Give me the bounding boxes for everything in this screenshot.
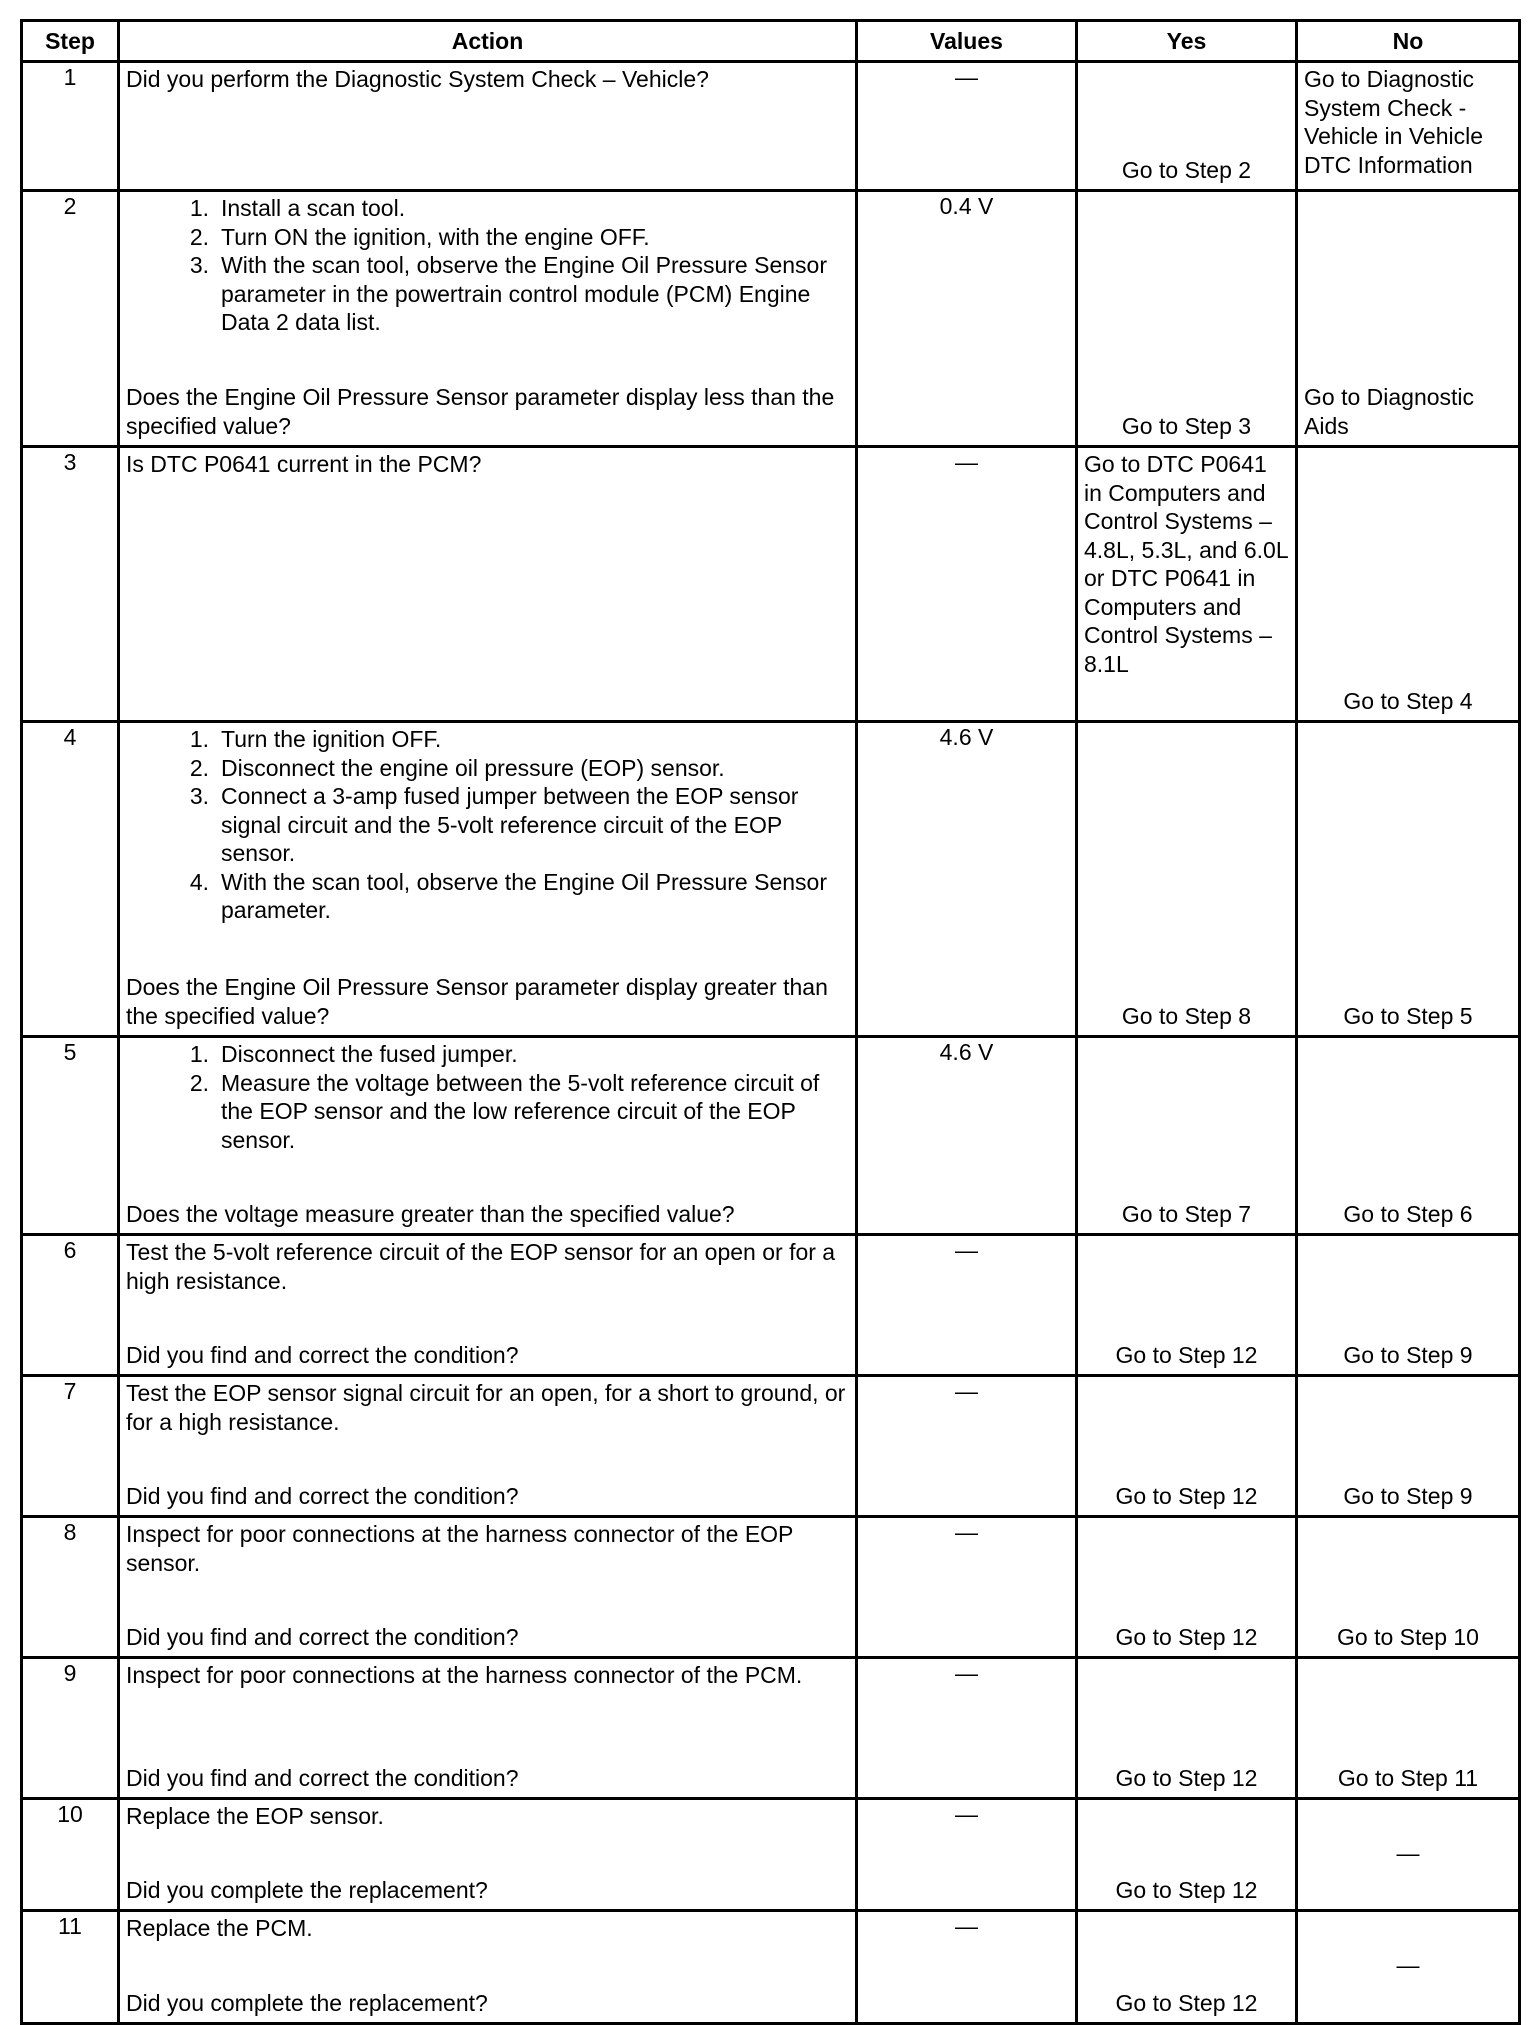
step-number: 1 [22, 62, 119, 191]
table-row [22, 191, 1520, 447]
list-item [126, 194, 849, 223]
action-instruction: Inspect for poor connections at the harness connector of the PCM. [126, 1662, 803, 1688]
list-item-text: Turn ON the ignition, with the engine OFF. [221, 223, 650, 250]
no-outcome-text: — [1396, 1952, 1420, 1979]
action-question: Did you find and correct the condition? [126, 1623, 519, 1650]
value-cell: — [857, 62, 1077, 191]
list-item [126, 868, 849, 925]
no-outcome [1297, 1037, 1520, 1235]
step-number: 4 [22, 722, 119, 1037]
list-item-text: With the scan tool, observe the Engine Oil Pressure Sensor parameter in the powertrain control module (PCM) Engine Data 2 data list. [221, 252, 827, 335]
action-question: Did you complete the replacement? [126, 1989, 488, 2016]
header-no: No [1297, 21, 1520, 62]
list-item-number: 1. [189, 726, 209, 752]
yes-outcome [1077, 1658, 1297, 1799]
action-instruction: Test the EOP sensor signal circuit for an open, for a short to ground, or for a high resistance. [126, 1380, 846, 1435]
list-item-number: 2. [189, 754, 209, 781]
no-outcome [1297, 1235, 1520, 1376]
action-cell [119, 62, 857, 191]
table-row [22, 1235, 1520, 1376]
list-item [126, 1040, 849, 1069]
no-outcome-text: Go to Step 5 [1343, 1002, 1473, 1029]
value-cell: — [857, 1799, 1077, 1911]
yes-outcome-text: Go to Step 12 [1115, 1623, 1258, 1650]
action-cell [119, 1911, 857, 2024]
step-number: 9 [22, 1658, 119, 1799]
action-cell [119, 1376, 857, 1517]
step-number: 8 [22, 1517, 119, 1658]
value-cell: — [857, 447, 1077, 722]
yes-outcome [1077, 62, 1297, 191]
no-outcome [1297, 191, 1520, 447]
value-cell: 4.6 V [857, 1037, 1077, 1235]
action-cell [119, 1658, 857, 1799]
action-question: Did you find and correct the condition? [126, 1764, 519, 1791]
action-cell [119, 447, 857, 722]
action-instruction: Did you perform the Diagnostic System Check – Vehicle? [126, 66, 709, 92]
action-instruction: Replace the PCM. [126, 1915, 313, 1941]
list-item-text: Disconnect the fused jumper. [221, 1041, 518, 1067]
value-cell: — [857, 1235, 1077, 1376]
yes-outcome [1077, 1911, 1297, 2024]
no-outcome-text: Go to Diagnostic Aids [1304, 384, 1475, 439]
list-item-number: 1. [189, 1041, 209, 1067]
yes-outcome-text: Go to Step 12 [1115, 1876, 1258, 1903]
header-row [22, 21, 1520, 62]
table-row [22, 722, 1520, 1037]
no-outcome-text: — [1396, 1839, 1420, 1866]
value-cell: 0.4 V [857, 191, 1077, 447]
list-item [126, 782, 849, 868]
yes-outcome-text: Go to Step 12 [1115, 1764, 1258, 1791]
no-outcome-text: Go to Step 11 [1337, 1764, 1479, 1791]
action-cell [119, 722, 857, 1037]
step-number: 5 [22, 1037, 119, 1235]
step-number: 11 [22, 1911, 119, 2024]
step-number: 3 [22, 447, 119, 722]
no-outcome-text: Go to Step 9 [1343, 1482, 1473, 1509]
action-cell [119, 1235, 857, 1376]
yes-outcome [1077, 722, 1297, 1037]
action-step-list [126, 725, 849, 925]
list-item-number: 4. [189, 868, 209, 895]
table-body [22, 62, 1520, 2024]
list-item-text: Disconnect the engine oil pressure (EOP) sensor. [221, 754, 725, 781]
list-item [126, 251, 849, 337]
yes-outcome-text: Go to DTC P0641 in Computers and Control Systems – 4.8L, 5.3L, and 6.0L or DTC P0641 in Computers and Control Systems – 8.1L [1084, 451, 1288, 677]
yes-outcome [1077, 447, 1297, 722]
no-outcome [1297, 1658, 1520, 1799]
table-row [22, 1658, 1520, 1799]
value-cell: — [857, 1376, 1077, 1517]
yes-outcome-text: Go to Step 8 [1121, 1002, 1252, 1029]
action-cell [119, 1517, 857, 1658]
value-cell: — [857, 1658, 1077, 1799]
table-row [22, 1037, 1520, 1235]
header-yes: Yes [1077, 21, 1297, 62]
list-item-text: Connect a 3-amp fused jumper between the EOP sensor signal circuit and the 5-volt reference circuit of the EOP sensor. [221, 783, 799, 866]
yes-outcome-text: Go to Step 12 [1115, 1482, 1258, 1509]
header-action: Action [119, 21, 857, 62]
yes-outcome-text: Go to Step 2 [1121, 156, 1252, 183]
action-instruction: Test the 5-volt reference circuit of the EOP sensor for an open or for a high resistance. [126, 1239, 836, 1294]
yes-outcome [1077, 1799, 1297, 1911]
step-number: 2 [22, 191, 119, 447]
yes-outcome [1077, 1235, 1297, 1376]
table-row [22, 1517, 1520, 1658]
action-question: Does the Engine Oil Pressure Sensor parameter display less than the specified value? [126, 384, 835, 439]
diagnostic-table [20, 19, 1521, 2025]
yes-outcome-text: Go to Step 3 [1121, 412, 1252, 439]
step-number: 7 [22, 1376, 119, 1517]
action-question: Did you complete the replacement? [126, 1876, 488, 1903]
table-row [22, 62, 1520, 191]
list-item [126, 223, 849, 252]
action-step-list [126, 194, 849, 337]
list-item [126, 1069, 849, 1155]
list-item-text: Install a scan tool. [221, 195, 406, 221]
value-cell: — [857, 1517, 1077, 1658]
no-outcome [1297, 1799, 1520, 1911]
value-cell: 4.6 V [857, 722, 1077, 1037]
no-outcome [1297, 1911, 1520, 2024]
table-row [22, 1799, 1520, 1911]
action-question: Did you find and correct the condition? [126, 1482, 519, 1509]
table-row [22, 447, 1520, 722]
action-step-list [126, 1040, 849, 1154]
list-item-number: 3. [189, 252, 209, 278]
list-item-text: With the scan tool, observe the Engine Oil Pressure Sensor parameter. [221, 868, 827, 923]
list-item-text: Measure the voltage between the 5-volt reference circuit of the EOP sensor and the low reference circuit of the EOP sensor. [221, 1069, 820, 1153]
no-outcome [1297, 1376, 1520, 1517]
list-item-number: 3. [189, 783, 209, 809]
table-row [22, 1911, 1520, 2024]
no-outcome [1297, 1517, 1520, 1658]
yes-outcome [1077, 1037, 1297, 1235]
list-item [126, 754, 849, 783]
yes-outcome-text: Go to Step 12 [1115, 1341, 1258, 1368]
action-instruction: Inspect for poor connections at the harness connector of the EOP sensor. [126, 1521, 793, 1576]
action-question: Did you find and correct the condition? [126, 1341, 519, 1368]
value-cell: — [857, 1911, 1077, 2024]
action-cell [119, 191, 857, 447]
yes-outcome-text: Go to Step 12 [1115, 1989, 1258, 2016]
table-row [22, 1376, 1520, 1517]
header-step: Step [22, 21, 119, 62]
action-cell [119, 1037, 857, 1235]
action-instruction: Is DTC P0641 current in the PCM? [126, 451, 482, 477]
list-item-number: 2. [189, 1069, 209, 1096]
action-cell [119, 1799, 857, 1911]
action-question: Does the voltage measure greater than the specified value? [126, 1200, 735, 1227]
no-outcome-text: Go to Step 4 [1343, 687, 1473, 714]
no-outcome [1297, 722, 1520, 1037]
no-outcome-text: Go to Diagnostic System Check - Vehicle in Vehicle DTC Information [1304, 66, 1484, 178]
no-outcome-text: Go to Step 10 [1337, 1623, 1479, 1650]
no-outcome-text: Go to Step 6 [1343, 1200, 1473, 1227]
no-outcome-text: Go to Step 9 [1343, 1341, 1473, 1368]
list-item-number: 2. [189, 223, 209, 250]
action-instruction: Replace the EOP sensor. [126, 1803, 384, 1829]
no-outcome [1297, 447, 1520, 722]
step-number: 10 [22, 1799, 119, 1911]
action-question: Does the Engine Oil Pressure Sensor parameter display greater than the specified value? [126, 974, 828, 1029]
yes-outcome-text: Go to Step 7 [1121, 1200, 1252, 1227]
yes-outcome [1077, 191, 1297, 447]
list-item-number: 1. [189, 195, 209, 221]
yes-outcome [1077, 1376, 1297, 1517]
list-item-text: Turn the ignition OFF. [221, 726, 442, 752]
yes-outcome [1077, 1517, 1297, 1658]
step-number: 6 [22, 1235, 119, 1376]
header-values: Values [857, 21, 1077, 62]
no-outcome [1297, 62, 1520, 191]
list-item [126, 725, 849, 754]
